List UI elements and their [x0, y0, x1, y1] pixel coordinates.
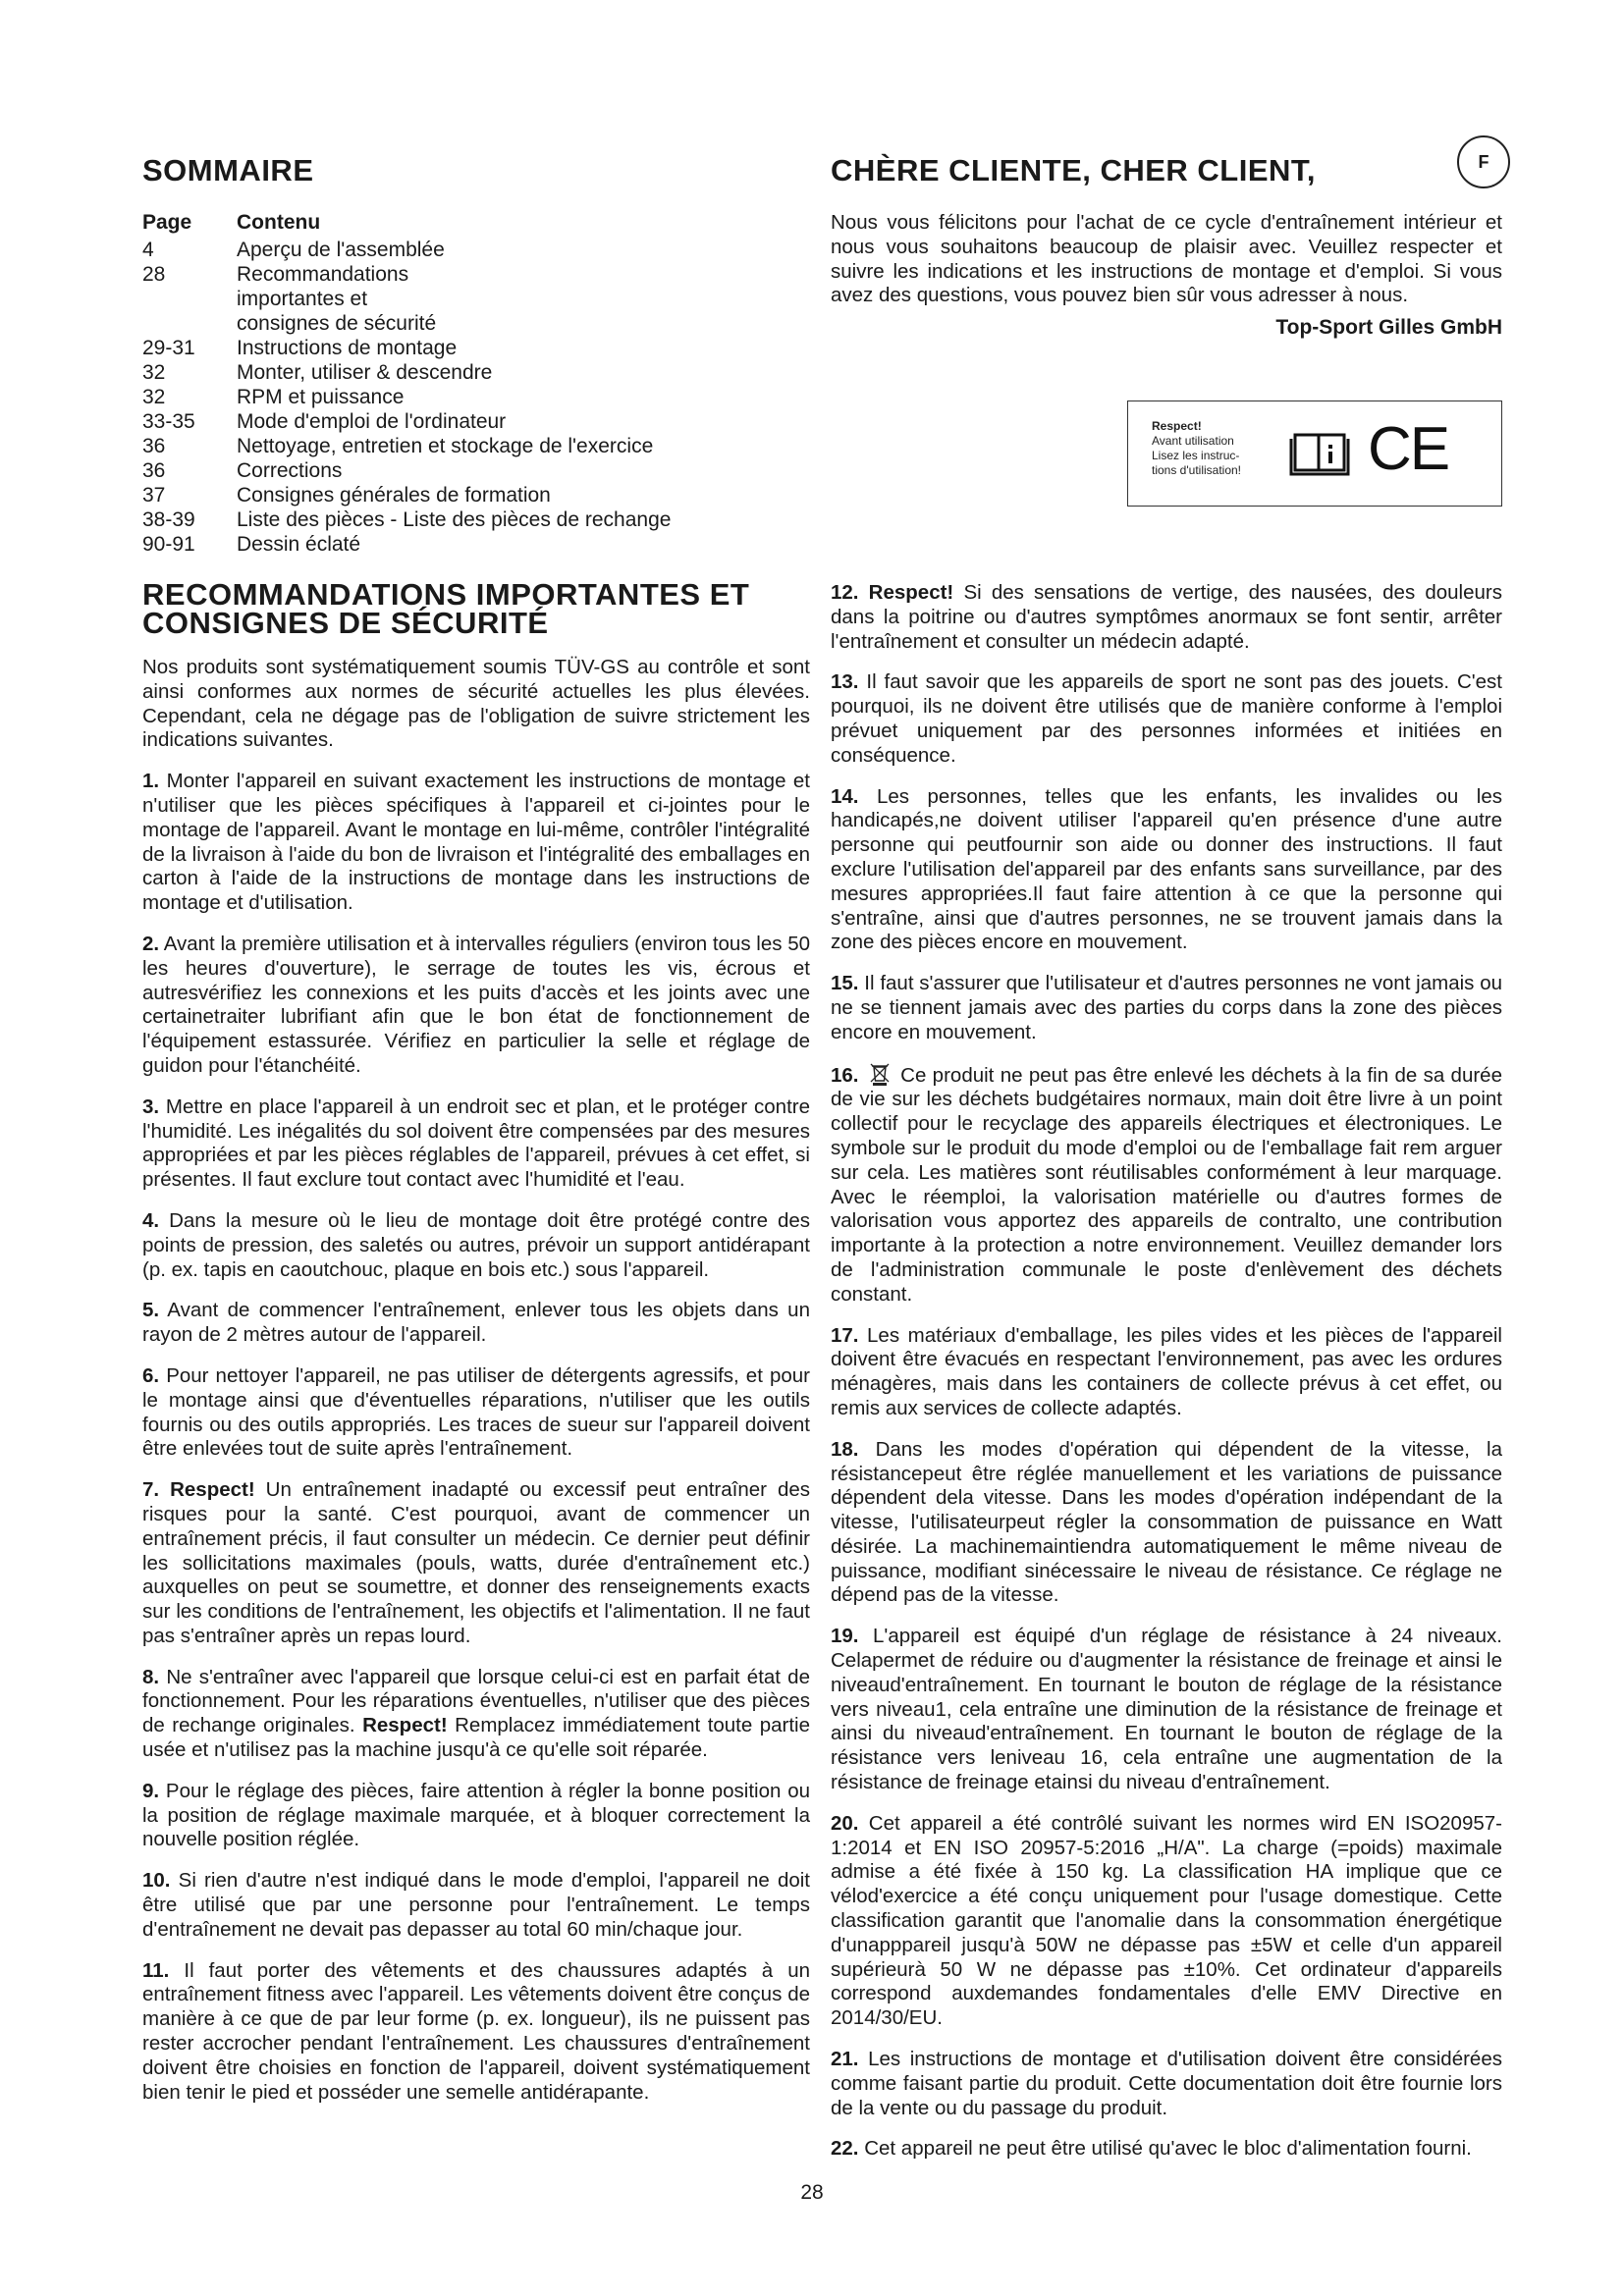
safety-title-line2: CONSIGNES DE SÉCURITÉ: [142, 606, 549, 640]
toc-row-content: Liste des pièces - Liste des pièces de rechange: [237, 508, 672, 531]
safety-item-21: 21. Les instructions de montage et d'utilisation doivent être considérées comme faisant partie du produit. Cette documentation doit être fournie lors de la vente ou du passage du produit.: [831, 2048, 1502, 2119]
toc-row-content: RPM et puissance: [237, 386, 405, 408]
safety-item-11: 11. Il faut porter des vêtements et des chaussures adaptés à un entraînement fitness avec l'appareil. Les vêtements doivent être conçus de manière à ce que de par leur forme (p. ex. longueur), ils ne puissent pas rester accrocher pendant l'entraînement. Les chaussures d'entraînement doivent être choisies en fonction de l'appareil, doivent systématiquement bien tenir le pied et posséder une semelle antidérapante.: [142, 1958, 810, 2104]
toc-row: [142, 385, 810, 409]
notice-line2: Avant utilisation: [1152, 434, 1234, 448]
safety-item-10: 10. Si rien d'autre n'est indiqué dans le mode d'emploi, l'appareil ne doit être utilisé que par une personne pour l'entraînement. Le temps d'entraînement ne devait pas depasser au total 60 min/chaque jour.: [142, 1869, 811, 1941]
toc-row-content: Recommandations importantes et consignes de sécurité: [237, 263, 437, 335]
safety-item-2: 2. Avant la première utilisation et à intervalles réguliers (environ tous les 50 les heures d'ouverture), le serrage de toutes les vis, écrous et autresvérifiez les connexions et les puits d'accès et les joints avec une certainetraiter lubrifiant afin que le bon état de fonctionnement de l'équipement estassurée. Vérifiez en particulier la selle et réglage de guidon pour l'étanchéité.: [142, 932, 810, 1077]
toc-row: [142, 532, 810, 557]
notice-box: [1127, 400, 1502, 507]
safety-item-4: 4. Dans la mesure où le lieu de montage doit être protégé contre des points de pression, des saletés ou autres, prévoir un support antidérapant (p. ex. tapis en caoutchouc, plaque en bois etc.) sous l'appareil.: [142, 1208, 810, 1281]
manual-book-icon: [1289, 425, 1350, 478]
toc-row: [142, 238, 810, 262]
toc-row-page: 90-91: [142, 533, 195, 556]
notice-text: [1152, 419, 1241, 478]
toc-row-page: 38-39: [142, 508, 195, 531]
toc-row: [142, 360, 810, 385]
safety-item-8: 8. Ne s'entraîner avec l'appareil que lorsque celui-ci est en parfait état de fonctionnement. Pour les réparations éventuelles, n'utiliser que des pièces de rechange originales. Respect! Remplacez immédiatement toute partie usée et n'utilisez pas la machine jusqu'à ce qu'elle soit réparée.: [142, 1665, 811, 1762]
toc-row-page: 36: [142, 435, 166, 457]
toc-row-content: Consignes générales de formation: [237, 484, 551, 507]
safety-item-22: 22. Cet appareil ne peut être utilisé qu'avec le bloc d'alimentation fourni.: [831, 2137, 1472, 2161]
notice-line4: tions d'utilisation!: [1152, 463, 1242, 477]
language-badge-text: F: [1478, 151, 1489, 172]
toc-row-content: Corrections: [237, 459, 343, 482]
safety-item-7: 7. Respect! Un entraînement inadapté ou excessif peut entraîner des risques pour la santé. C'est pourquoi, avant de commencer un entraînement précis, il faut consulter un médecin. Ce dernier peut définir les sollicitations maximales (pouls, watts, durée d'entraînement etc.) auxquelles on peut se soumettre, et donner des renseignements exacts sur les conditions de l'entraînement, les objectifs et l'alimentation. Il ne faut pas s'entraîner après un repas lourd.: [142, 1478, 811, 1647]
notice-line1: Respect!: [1152, 419, 1202, 433]
weee-bin-icon: [869, 1062, 891, 1086]
toc-row: [142, 434, 810, 458]
safety-left-column: [142, 656, 810, 2121]
toc-row-page: 32: [142, 361, 166, 384]
greeting-title: CHÈRE CLIENTE, CHER CLIENT,: [831, 153, 1317, 187]
toc-row-page: 37: [142, 484, 166, 507]
safety-title-line1: RECOMMANDATIONS IMPORTANTES ET: [142, 577, 750, 612]
safety-item-9: 9. Pour le réglage des pièces, faire attention à régler la bonne position ou la position de réglage maximale marquée, et à bloquer correctement la nouvelle position réglée.: [142, 1779, 810, 1851]
table-of-contents: [142, 210, 810, 557]
toc-row-content: Instructions de montage: [237, 337, 458, 359]
toc-head-page: Page: [142, 211, 192, 234]
toc-row-content: Dessin éclaté: [237, 533, 361, 556]
safety-item-16: 16. Ce produit ne peut pas être enlevé les déchets à la fin de sa durée de vie sur les déchets budgétaires normaux, main doit être livre à un point collectif pour le recyclage des appareils électriques et électroniques. Le symbole sur le produit du mode d'emploi ou de l'emballage fait rem arguer sur cela. Les matières sont réutilisables conformément à leur marquage. Avec le réemploi, la valorisation matérielle ou d'autres formes de valorisation vous apportez des appareils de contralto, une contribution importante à la protection a notre environnement. Veuillez demander lors de l'administration communale le poste d'enlèvement des déchets constant.: [831, 1063, 1502, 1306]
toc-row-content: Nettoyage, entretien et stockage de l'exercice: [237, 435, 654, 457]
safety-item-17: 17. Les matériaux d'emballage, les piles vides et les pièces de l'appareil doivent être évacués en respectant l'environnement, pas avec les ordures ménagères, mais dans les containers de collecte prévus à cet effet, ou remis aux services de collecte adaptés.: [831, 1323, 1502, 1419]
safety-item-19: 19. L'appareil est équipé d'un réglage de résistance à 24 niveaux. Celapermet de réduire ou d'augmenter la résistance de freinage et ainsi le niveaud'entraînement. En tournant le bouton de réglage de la résistance vers niveau1, cela entraîne une diminution de la résistance de freinage et ainsi du niveaud'entraînement. En tournant le bouton de réglage de la résistance vers leniveau 16, cela entraîne une augmentation de la résistance de freinage etainsi du niveau d'entraînement.: [831, 1625, 1503, 1794]
toc-row-content: Monter, utiliser & descendre: [237, 361, 493, 384]
safety-item-14: 14. Les personnes, telles que les enfants, les invalides ou les handicapés,ne doivent utiliser l'appareil qu'en présence d'une autre personne qui peutfournir son aide ou donner des instructions. Il faut exclure l'utilisation del'appareil par des enfants sans surveillance, par des mesures appropriées.Il faut faire attention à ce que la personne qui s'entraîne, ainsi que d'autres personnes, ne se trouvent jamais dans la zone des pièces encore en mouvement.: [831, 784, 1502, 954]
greeting-body: Nous vous félicitons pour l'achat de ce cycle d'entraînement intérieur et nous vous souhaitons beaucoup de plaisir avec. Veuillez respecter et suivre les indications et les instructions de montage et d'emploi. Si vous avez des questions, vous pouvez bien sûr vous adresser à nous.: [831, 211, 1502, 307]
toc-row-page: 28: [142, 263, 166, 286]
toc-row: [142, 262, 810, 336]
toc-row-page: 29-31: [142, 337, 195, 359]
safety-item-13: 13. Il faut savoir que les appareils de sport ne sont pas des jouets. C'est pourquoi, ils ne doivent être utilisés que de manière conforme à l'emploi prévuet uniquement par des personnes informées et initiées en conséquence.: [831, 670, 1503, 767]
safety-item-18: 18. Dans les modes d'opération qui dépendent de la vitesse, la résistancepeut être réglée manuellement et les variations de puissance dépendent dela vitesse. Dans les modes d'opération indépendant de la vitesse, l'utilisateurpeut régler la consommation de puissance en Watt désirée. La machinemaintiendra automatiquement le même niveau de puissance, modifiant sinécessaire le niveau de résistance. Ce réglage ne dépend pas de la vitesse.: [831, 1437, 1503, 1607]
toc-row-page: 32: [142, 386, 166, 408]
toc-row: [142, 336, 810, 360]
toc-rows: [142, 238, 810, 557]
toc-row-page: 4: [142, 239, 154, 261]
safety-item-5: 5. Avant de commencer l'entraînement, enlever tous les objets dans un rayon de 2 mètres autour de l'appareil.: [142, 1299, 810, 1347]
ce-mark: CE: [1368, 415, 1449, 483]
page-number: 28: [800, 2181, 824, 2204]
language-badge: [1457, 135, 1510, 188]
safety-item-1: 1. Monter l'appareil en suivant exactement les instructions de montage et n'utiliser que les pièces spécifiques à l'appareil et ci-jointes pour le montage de l'appareil. Avant le montage en lui-même, contrôler l'intégralité de la livraison à l'aide du bon de livraison et l'intégralité des emballages en carton à l'aide de la instructions de montage dans les instructions de montage et d'utilisation.: [142, 770, 811, 915]
safety-intro: Nos produits sont systématiquement soumis TÜV-GS au contrôle et sont ainsi conformes aux normes de sécurité actuelles les plus élevées. Cependant, cela ne dégage pas de l'obligation de suivre strictement les indications suivantes.: [142, 656, 810, 752]
greeting-signature: Top-Sport Gilles GmbH: [1275, 316, 1502, 339]
toc-title: SOMMAIRE: [142, 153, 314, 187]
toc-head-content: Contenu: [237, 211, 321, 234]
safety-item-12: 12. Respect! Si des sensations de vertige, des nausées, des douleurs dans la poitrine ou d'autres symptômes anormaux se font sentir, arrêter l'entraînement et consulter un médecin adapté.: [831, 581, 1502, 653]
toc-row: [142, 507, 810, 532]
safety-item-20: 20. Cet appareil a été contrôlé suivant les normes wird EN ISO20957-1:2014 et EN ISO 20957-5:2016 „H/A". La charge (=poids) maximale admise a été fixée à 150 kg. La classification HA implique que ce vélod'exercice a été conçu uniquement pour l'usage domestique. Cette classification garantit que l'anomalie dans la consommation énergétique d'unapppareil jusqu'à 50W ne dépasse pas ±5W et celle d'un appareil supérieurà 50 W ne dépasse pas ±10%. Cet ordinateur d'appareils correspond auxdemandes fondamentales d'elle EMV Directive en 2014/30/EU.: [831, 1811, 1502, 2030]
toc-row: [142, 483, 810, 507]
safety-item-15: 15. Il faut s'assurer que l'utilisateur et d'autres personnes ne vont jamais ou ne se tiennent jamais avec des parties du corps dans la zone des pièces encore en mouvement.: [831, 972, 1503, 1043]
toc-row-page: 36: [142, 459, 166, 482]
toc-row-content: Aperçu de l'assemblée: [237, 239, 445, 261]
safety-right-column: [831, 581, 1502, 2178]
toc-row: [142, 409, 810, 434]
safety-item-6: 6. Pour nettoyer l'appareil, ne pas utiliser de détergents agressifs, et pour le montage ainsi que d'éventuelles réparations, n'utiliser que les outils fournis ou des outils appropriés. Les traces de sueur sur l'appareil doivent être enlevées tout de suite après l'entraînement.: [142, 1363, 810, 1461]
toc-row-content: Mode d'emploi de l'ordinateur: [237, 410, 507, 433]
toc-row-page: 33-35: [142, 410, 195, 433]
safety-title: [142, 577, 830, 640]
safety-item-3: 3. Mettre en place l'appareil à un endroit sec et plan, et le protéger contre l'humidité. Les inégalités du sol doivent être compensées par des mesures appropriées et par les pièces réglables de l'appareil, prévues à cet effet, si présentes. Il faut exclure tout contact avec l'humidité et l'eau.: [142, 1095, 810, 1192]
notice-line3: Lisez les instruc-: [1152, 449, 1240, 462]
toc-row: [142, 458, 810, 483]
toc-header: [142, 210, 810, 235]
